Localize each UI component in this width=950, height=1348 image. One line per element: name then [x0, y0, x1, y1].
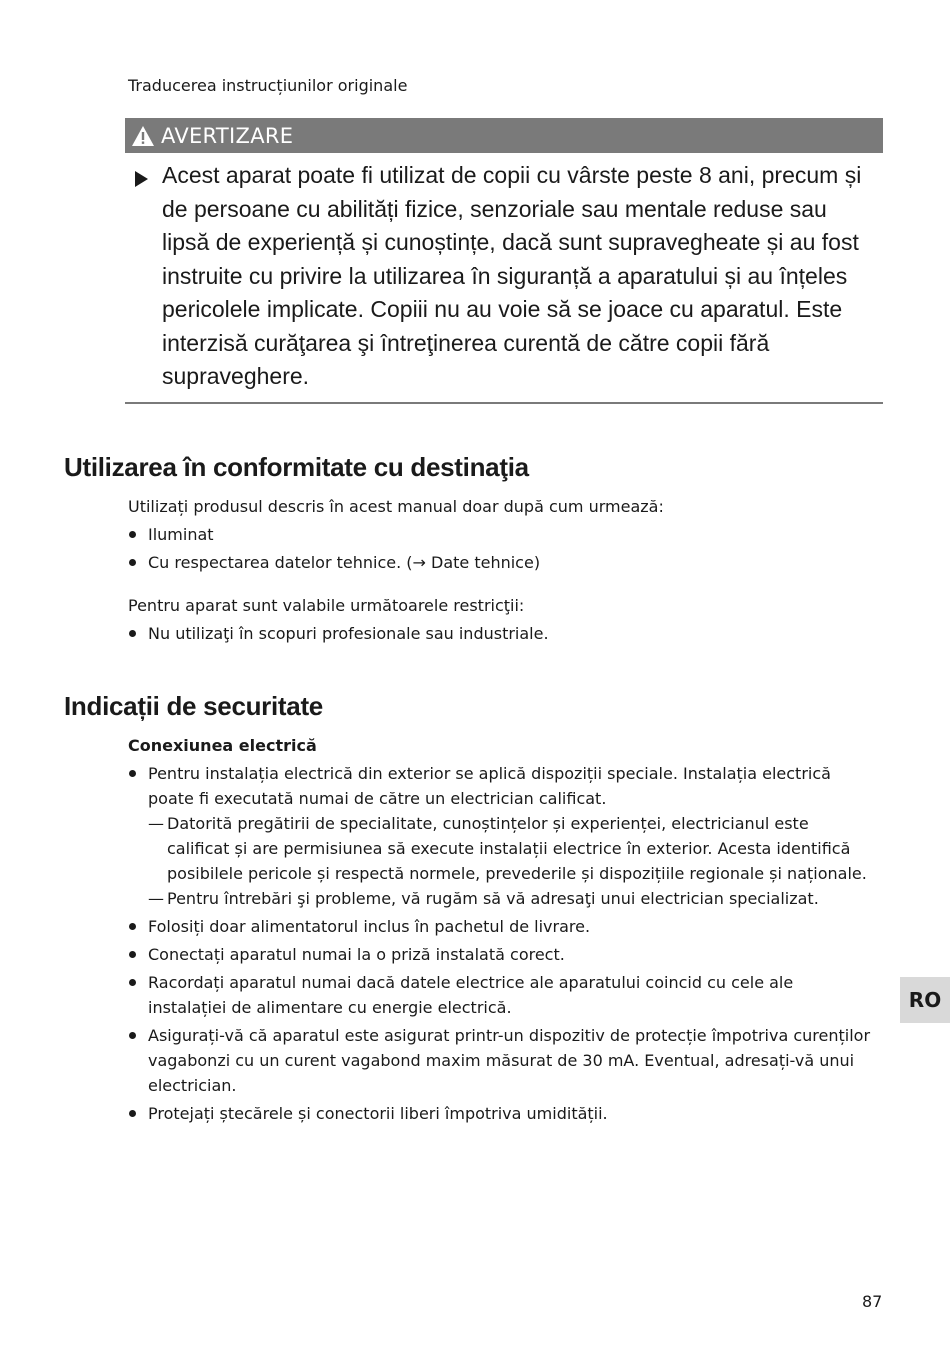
list-item: Racordați aparatul numai dacă datele electrice ale aparatului coincid cu cele ale instalației de alimentare cu energie electrică.: [128, 970, 873, 1020]
list-item: Conectați aparatul numai la o priză instalată corect.: [128, 942, 873, 967]
sub-list: [148, 811, 873, 911]
intended-use-block: [128, 494, 873, 578]
list-item-text: Pentru instalația electrică din exterior se aplică dispoziții speciale. Instalația electrică poate fi executată numai de către un electrician calificat.: [148, 764, 831, 808]
list-item: Cu respectarea datelor tehnice. (→ Date tehnice): [128, 550, 873, 575]
restrictions-intro: Pentru aparat sunt valabile următoarele restricţii:: [128, 596, 525, 615]
warning-box: [125, 118, 883, 404]
list-item: [128, 761, 873, 911]
list-item: Folosiți doar alimentatorul inclus în pachetul de livrare.: [128, 914, 873, 939]
intended-use-list: [128, 522, 873, 575]
list-item: Asigurați-vă că aparatul este asigurat printr-un dispozitiv de protecție împotriva curenților vagabonzi cu un curent vagabond maxim măsurat de 30 mA. Eventual, adresați-vă unui electrician.: [128, 1023, 873, 1098]
list-item: Iluminat: [128, 522, 873, 547]
sub-list-item: — Datorită pregătirii de specialitate, cunoștințelor și experienței, electricianul este calificat și are permisiunea să execute instalații electrice în exterior. Acesta identifică posibilele pericole și respectă normele, prevederile și dispozițiile regionale și naționale.: [148, 811, 873, 886]
warning-text: Acest aparat poate fi utilizat de copii cu vârste peste 8 ani, precum și de persoane cu abilități fizice, senzoriale sau mentale reduse sau lipsă de experiență și cunoștințe, dacă sunt supravegheate și au fost instruite cu privire la utilizarea în siguranță a aparatului și au înțeles pericolele implicate. Copiii nu au voie să se joace cu aparatul. Este interzisă curăţarea şi întreţinerea curentă de către copii fără supraveghere.: [162, 162, 862, 389]
list-item: Nu utilizaţi în scopuri profesionale sau industriale.: [128, 621, 873, 646]
list-item: Protejați ștecărele și conectorii liberi împotriva umidității.: [128, 1101, 873, 1126]
warning-title: AVERTIZARE: [161, 123, 294, 148]
section-heading-intended-use: Utilizarea în conformitate cu destinaţia: [64, 452, 529, 482]
language-tab: RO: [900, 977, 950, 1023]
warning-triangle-icon: [131, 125, 155, 147]
section-heading-safety: Indicații de securitate: [64, 691, 323, 721]
warning-body: [125, 153, 883, 404]
restrictions-block: [128, 593, 873, 649]
sub-list-item: — Pentru întrebări şi probleme, vă rugăm să vă adresaţi unui electrician specializat.: [148, 886, 873, 911]
safety-list: [128, 761, 873, 1126]
page-number: 87: [862, 1292, 883, 1311]
subheading-electrical: Conexiunea electrică: [128, 736, 317, 755]
warning-header: [125, 118, 883, 153]
arrow-right-icon: [135, 171, 148, 187]
intended-use-intro: Utilizați produsul descris în acest manual doar după cum urmează:: [128, 497, 664, 516]
safety-block: [128, 733, 873, 1129]
page-subtitle: Traducerea instrucțiunilor originale: [128, 76, 408, 95]
restrictions-list: [128, 621, 873, 646]
